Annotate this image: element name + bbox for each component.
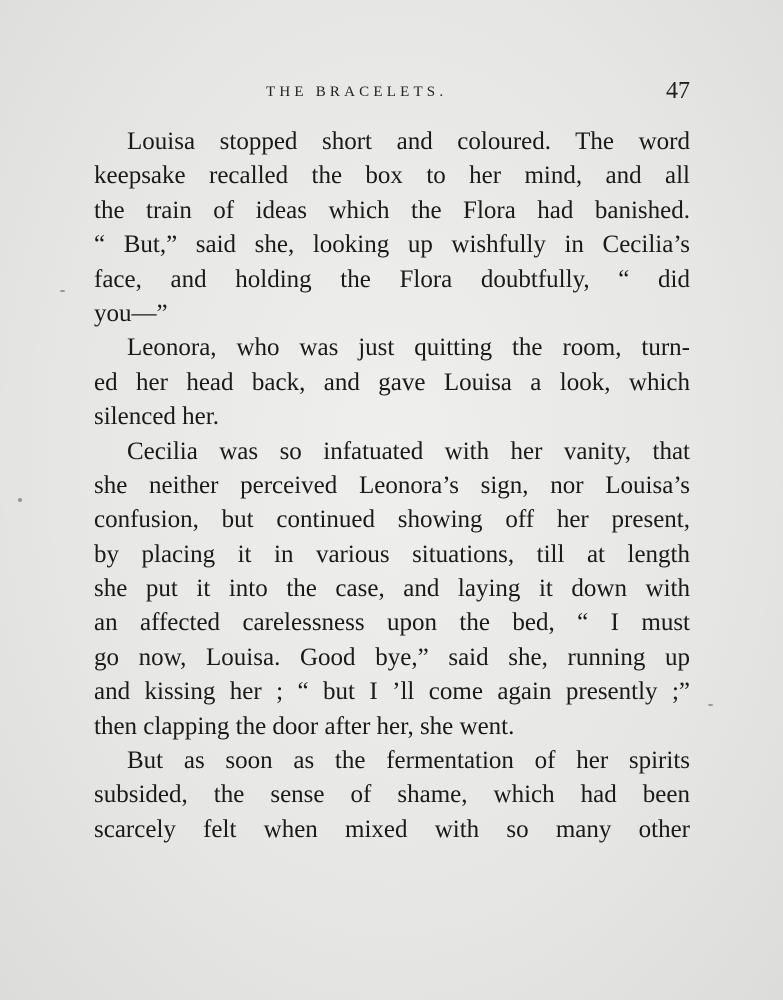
text-line: she put it into the case, and laying it down with xyxy=(94,575,690,603)
text-line: you—” xyxy=(94,299,168,327)
text-line: confusion, but continued showing off her present, xyxy=(94,506,690,534)
page-number: 47 xyxy=(666,78,690,104)
text-line: But as soon as the fermentation of her spirits xyxy=(127,747,690,775)
text-line: go now, Louisa. Good bye,” said she, running up xyxy=(94,643,690,671)
running-title: THE BRACELETS. xyxy=(266,84,448,100)
text-line: by placing it in various situations, till at length xyxy=(94,540,690,568)
margin-mark xyxy=(18,498,22,502)
text-line: silenced her. xyxy=(94,403,219,431)
text-line: keepsake recalled the box to her mind, and all xyxy=(94,162,690,190)
text-line: subsided, the sense of shame, which had been xyxy=(94,781,690,809)
text-line: ed her head back, and gave Louisa a look, which xyxy=(94,368,690,396)
margin-mark xyxy=(60,290,65,292)
margin-mark xyxy=(708,704,713,706)
text-line: the train of ideas which the Flora had banished. xyxy=(94,196,690,224)
text-line: face, and holding the Flora doubtfully, “ did xyxy=(94,265,690,293)
running-head xyxy=(92,78,690,108)
text-line: “ But,” said she, looking up wishfully in Cecilia’s xyxy=(94,231,690,259)
body-text xyxy=(94,125,690,847)
text-line: Cecilia was so infatuated with her vanity, that xyxy=(127,437,690,465)
text-line: Leonora, who was just quitting the room, turn- xyxy=(127,334,690,362)
text-line: and kissing her ; “ but I ’ll come again presently ;” xyxy=(94,678,690,706)
text-line: Louisa stopped short and coloured. The word xyxy=(127,128,690,155)
text-line: she neither perceived Leonora’s sign, nor Louisa’s xyxy=(94,471,690,499)
text-line: an affected carelessness upon the bed, “ I must xyxy=(94,609,690,637)
text-line: then clapping the door after her, she went. xyxy=(94,712,515,740)
text-line: scarcely felt when mixed with so many other xyxy=(94,815,690,843)
